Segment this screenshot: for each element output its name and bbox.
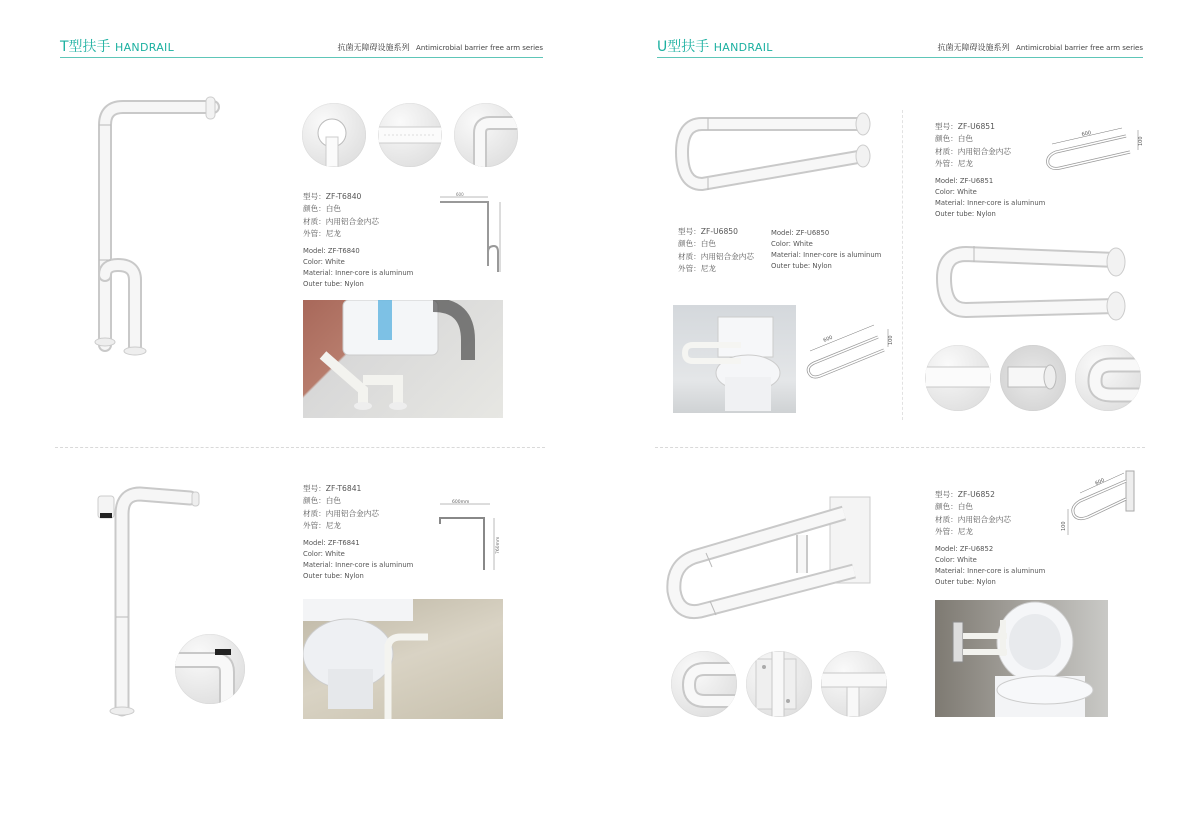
right-page-title: [657, 36, 773, 56]
u6851-detail-circle-1: [925, 345, 991, 411]
left-section-divider: [55, 447, 545, 448]
t6840-material-en: Material: Inner-core is aluminum: [303, 268, 414, 277]
u6852-material-en: Material: Inner-core is aluminum: [935, 566, 1046, 575]
t6841-spec: [303, 483, 413, 582]
u6852-product-image: [664, 495, 876, 630]
u6850-spec-en: [771, 228, 881, 272]
left-page-header: [60, 38, 543, 58]
u6851-detail-3-drawing: [1075, 345, 1141, 411]
u6851-detail-circle-3: [1075, 345, 1141, 411]
u6851-detail-2-drawing: [1000, 345, 1066, 411]
u6850-model-en: Model: ZF-U6850: [771, 229, 830, 237]
u6851-tube-en: Outer tube: Nylon: [935, 209, 996, 218]
t6841-detail-circle: [175, 634, 245, 704]
u6850-material-en: Material: Inner-core is aluminum: [771, 251, 882, 259]
t6840-detail-3-drawing: [454, 103, 518, 167]
u6852-photo-scene: [935, 600, 1108, 717]
u6852-material-cn: 材质：内用铝合金内芯: [935, 514, 1011, 524]
u6852-detail-circle-3: [821, 651, 887, 717]
t6841-dimension-drawing: [434, 498, 504, 578]
u6851-spec: [935, 121, 1045, 220]
u6850-installation-photo: [673, 305, 796, 413]
u6851-material-cn: 材质：内用铝合金内芯: [935, 146, 1011, 156]
u6852-detail-circle-1: [671, 651, 737, 717]
u6850-tube-cn: 外管：尼龙: [678, 264, 716, 274]
u6851-product-image: [936, 240, 1131, 330]
left-title-en: HANDRAIL: [115, 41, 175, 54]
t6840-color-en: Color: White: [303, 257, 345, 266]
t6841-model-cn: 型号：ZF-T6841: [303, 484, 362, 493]
right-column-divider: [902, 110, 903, 420]
t6840-photo-scene: [303, 300, 503, 418]
u6851-detail-1-drawing: [925, 345, 991, 411]
u6852-detail-circle-2: [746, 651, 812, 717]
svg-text:600: 600: [456, 192, 464, 197]
u6850-dim-w: 100: [888, 335, 894, 345]
u6852-model-en: Model: ZF-U6852: [935, 544, 994, 553]
t6841-material-en: Material: Inner-core is aluminum: [303, 560, 414, 569]
t6841-tube-cn: 外管：尼龙: [303, 521, 341, 531]
u6852-model-cn: 型号：ZF-U6852: [935, 490, 995, 499]
t6840-product-image: [88, 95, 228, 355]
u6851-tube-cn: 外管：尼龙: [935, 159, 973, 169]
u6851-dim-w: 100: [1138, 136, 1144, 146]
u6852-tube-en: Outer tube: Nylon: [935, 577, 996, 586]
u6850-color-en: Color: White: [771, 240, 813, 248]
u6851-color-cn: 颜色：白色: [935, 134, 973, 144]
t6841-dim-width: 600mm: [452, 500, 470, 505]
t6840-detail-2-drawing: [378, 103, 442, 167]
u6850-dimension-drawing: [800, 315, 898, 387]
t6841-detail-drawing: [175, 634, 245, 704]
u6850-product-image: [674, 110, 879, 200]
right-series: [938, 42, 1144, 53]
left-page-title: [60, 36, 174, 56]
t6840-installation-photo: [303, 300, 503, 418]
right-title-cn: U型扶手: [657, 39, 710, 55]
u6850-spec-cn: [678, 226, 754, 276]
t6841-color-cn: 颜色：白色: [303, 496, 341, 506]
u6852-spec: [935, 489, 1045, 588]
u6850-dim-len: 600: [822, 334, 834, 344]
u6852-dim-len: 600: [1094, 477, 1106, 487]
left-series-cn: 抗菌无障碍设施系列: [337, 43, 410, 52]
t6840-material-cn: 材质：内用铝合金内芯: [303, 216, 379, 226]
u6852-detail-2-drawing: [746, 651, 812, 717]
t6840-detail-circle-2: [378, 103, 442, 167]
right-section-divider: [655, 447, 1145, 448]
t6841-model-en: Model: ZF-T6841: [303, 538, 360, 547]
t6840-spec: [303, 191, 413, 290]
u6852-color-cn: 颜色：白色: [935, 502, 973, 512]
u6850-photo-scene: [673, 305, 796, 413]
left-series-en: Antimicrobial barrier free arm series: [416, 44, 543, 52]
u6850-material-cn: 材质：内用铝合金内芯: [678, 251, 754, 261]
right-series-cn: 抗菌无障碍设施系列: [937, 43, 1010, 52]
u6851-detail-circle-2: [1000, 345, 1066, 411]
u6851-dimension-drawing: [1042, 122, 1147, 182]
u6851-dim-len: 600: [1081, 129, 1092, 138]
u6851-model-cn: 型号：ZF-U6851: [935, 122, 995, 131]
u6851-model-en: Model: ZF-U6851: [935, 176, 994, 185]
t6840-detail-1-drawing: [302, 103, 366, 167]
t6841-dim-height: 760mm: [496, 536, 501, 554]
right-series-en: Antimicrobial barrier free arm series: [1016, 44, 1143, 52]
t6840-tube-cn: 外管：尼龙: [303, 229, 341, 239]
right-page-header: [657, 38, 1143, 58]
left-title-cn: T型扶手: [60, 39, 111, 55]
u6851-color-en: Color: White: [935, 187, 977, 196]
u6851-material-en: Material: Inner-core is aluminum: [935, 198, 1046, 207]
t6840-detail-circle-3: [454, 103, 518, 167]
u6850-tube-en: Outer tube: Nylon: [771, 262, 832, 270]
t6840-model-en: Model: ZF-T6840: [303, 246, 360, 255]
u6850-color-cn: 颜色：白色: [678, 239, 716, 249]
t6840-model-cn: 型号：ZF-T6840: [303, 192, 362, 201]
t6840-detail-circle-1: [302, 103, 366, 167]
u6850-model-cn: 型号：ZF-U6850: [678, 227, 738, 236]
t6841-photo-scene: [303, 599, 503, 719]
t6841-material-cn: 材质：内用铝合金内芯: [303, 508, 379, 518]
u6852-dim-w: 100: [1061, 521, 1067, 531]
u6852-color-en: Color: White: [935, 555, 977, 564]
u6852-installation-photo: [935, 600, 1108, 717]
t6841-color-en: Color: White: [303, 549, 345, 558]
u6852-dimension-drawing: [1062, 465, 1144, 543]
left-series: [338, 42, 544, 53]
u6852-detail-3-drawing: [821, 651, 887, 717]
t6840-color-cn: 颜色：白色: [303, 204, 341, 214]
right-title-en: HANDRAIL: [713, 41, 773, 54]
t6840-tube-en: Outer tube: Nylon: [303, 279, 364, 288]
t6841-tube-en: Outer tube: Nylon: [303, 571, 364, 580]
t6841-installation-photo: [303, 599, 503, 719]
u6852-tube-cn: 外管：尼龙: [935, 527, 973, 537]
t6840-dimension-drawing: [436, 194, 506, 284]
u6852-detail-1-drawing: [671, 651, 737, 717]
